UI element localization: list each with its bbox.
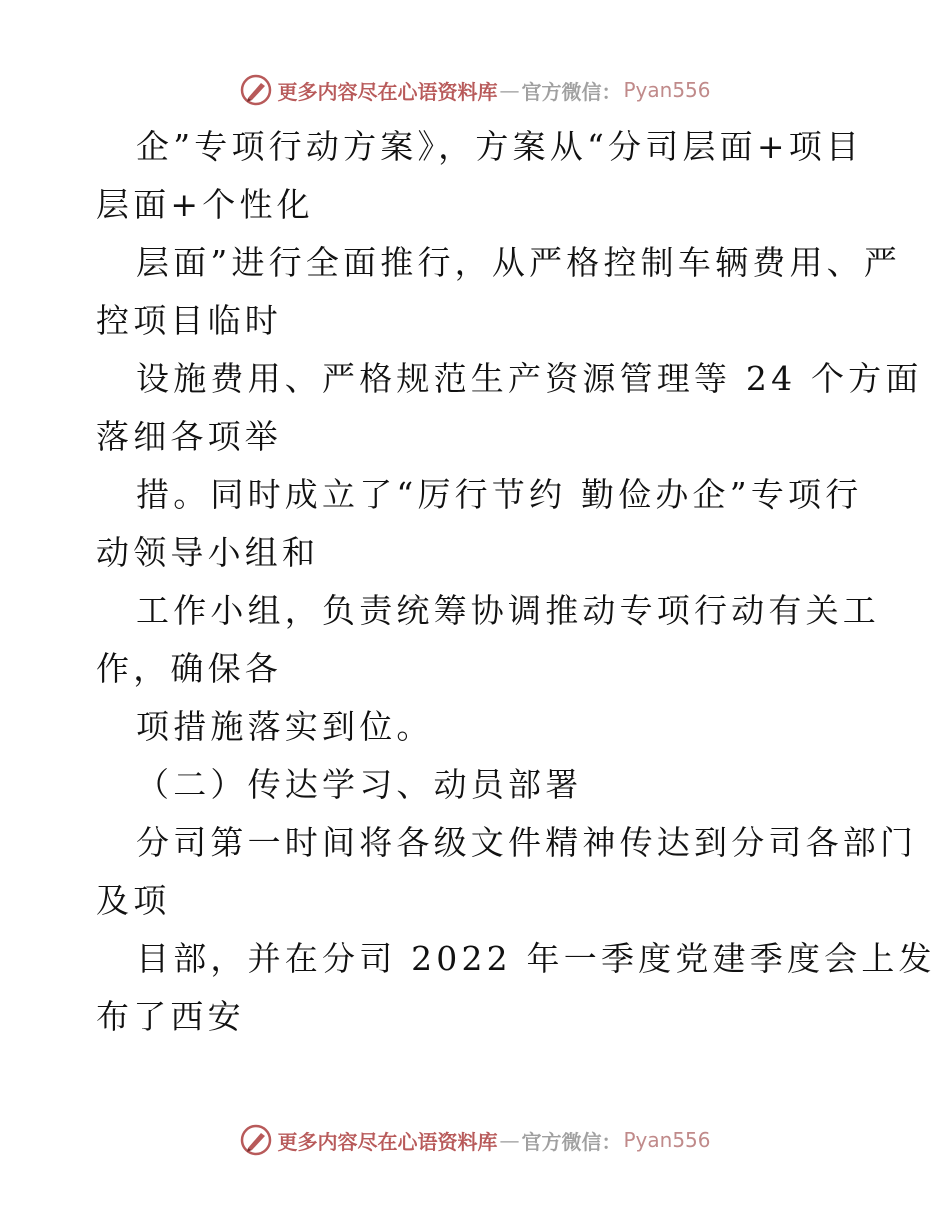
watermark-wechat-label: 官方微信： (521, 79, 622, 104)
watermark-text: 更多内容尽在心语资料库 (277, 1129, 498, 1154)
watermark-dash: — (499, 1128, 520, 1152)
text-line: 控项目临时 (96, 301, 282, 340)
text-line: 层面”进行全面推行，从严格控制车辆费用、严 (136, 243, 902, 282)
text-line: 工作小组，负责统筹协调推动专项行动有关工 (136, 591, 880, 630)
text-line: 动领导小组和 (96, 533, 320, 572)
text-line: 目部，并在分司 2022 年一季度党建季度会上发 (136, 939, 936, 978)
watermark-dash: — (499, 78, 520, 102)
text-line: 设施费用、严格规范生产资源管理等 24 个方面 (136, 359, 923, 398)
text-line: 及项 (96, 881, 171, 920)
watermark-wechat-label: 官方微信： (521, 1129, 622, 1154)
watermark-wechat-id: Pyan556 (623, 78, 711, 102)
text-line: 项措施落实到位。 (136, 707, 434, 746)
text-line: 企”专项行动方案》，方案从“分司层面+项目 (136, 127, 864, 166)
header-watermark (0, 70, 950, 110)
watermark-text: 更多内容尽在心语资料库 (277, 79, 498, 104)
body-text (96, 118, 936, 1046)
footer-watermark (0, 1120, 950, 1160)
text-line: 层面+个性化 (96, 185, 314, 224)
section-heading: （二）传达学习、动员部署 (136, 765, 583, 804)
text-line: 落细各项举 (96, 417, 282, 456)
pen-seal-icon (239, 73, 273, 107)
text-line: 作，确保各 (96, 649, 282, 688)
text-line: 措。同时成立了“厉行节约 勤俭办企”专项行 (136, 475, 863, 514)
pen-seal-icon (239, 1123, 273, 1157)
watermark-wechat-id: Pyan556 (623, 1128, 711, 1152)
text-line: 布了西安 (96, 997, 245, 1036)
text-line: 分司第一时间将各级文件精神传达到分司各部门 (136, 823, 918, 862)
